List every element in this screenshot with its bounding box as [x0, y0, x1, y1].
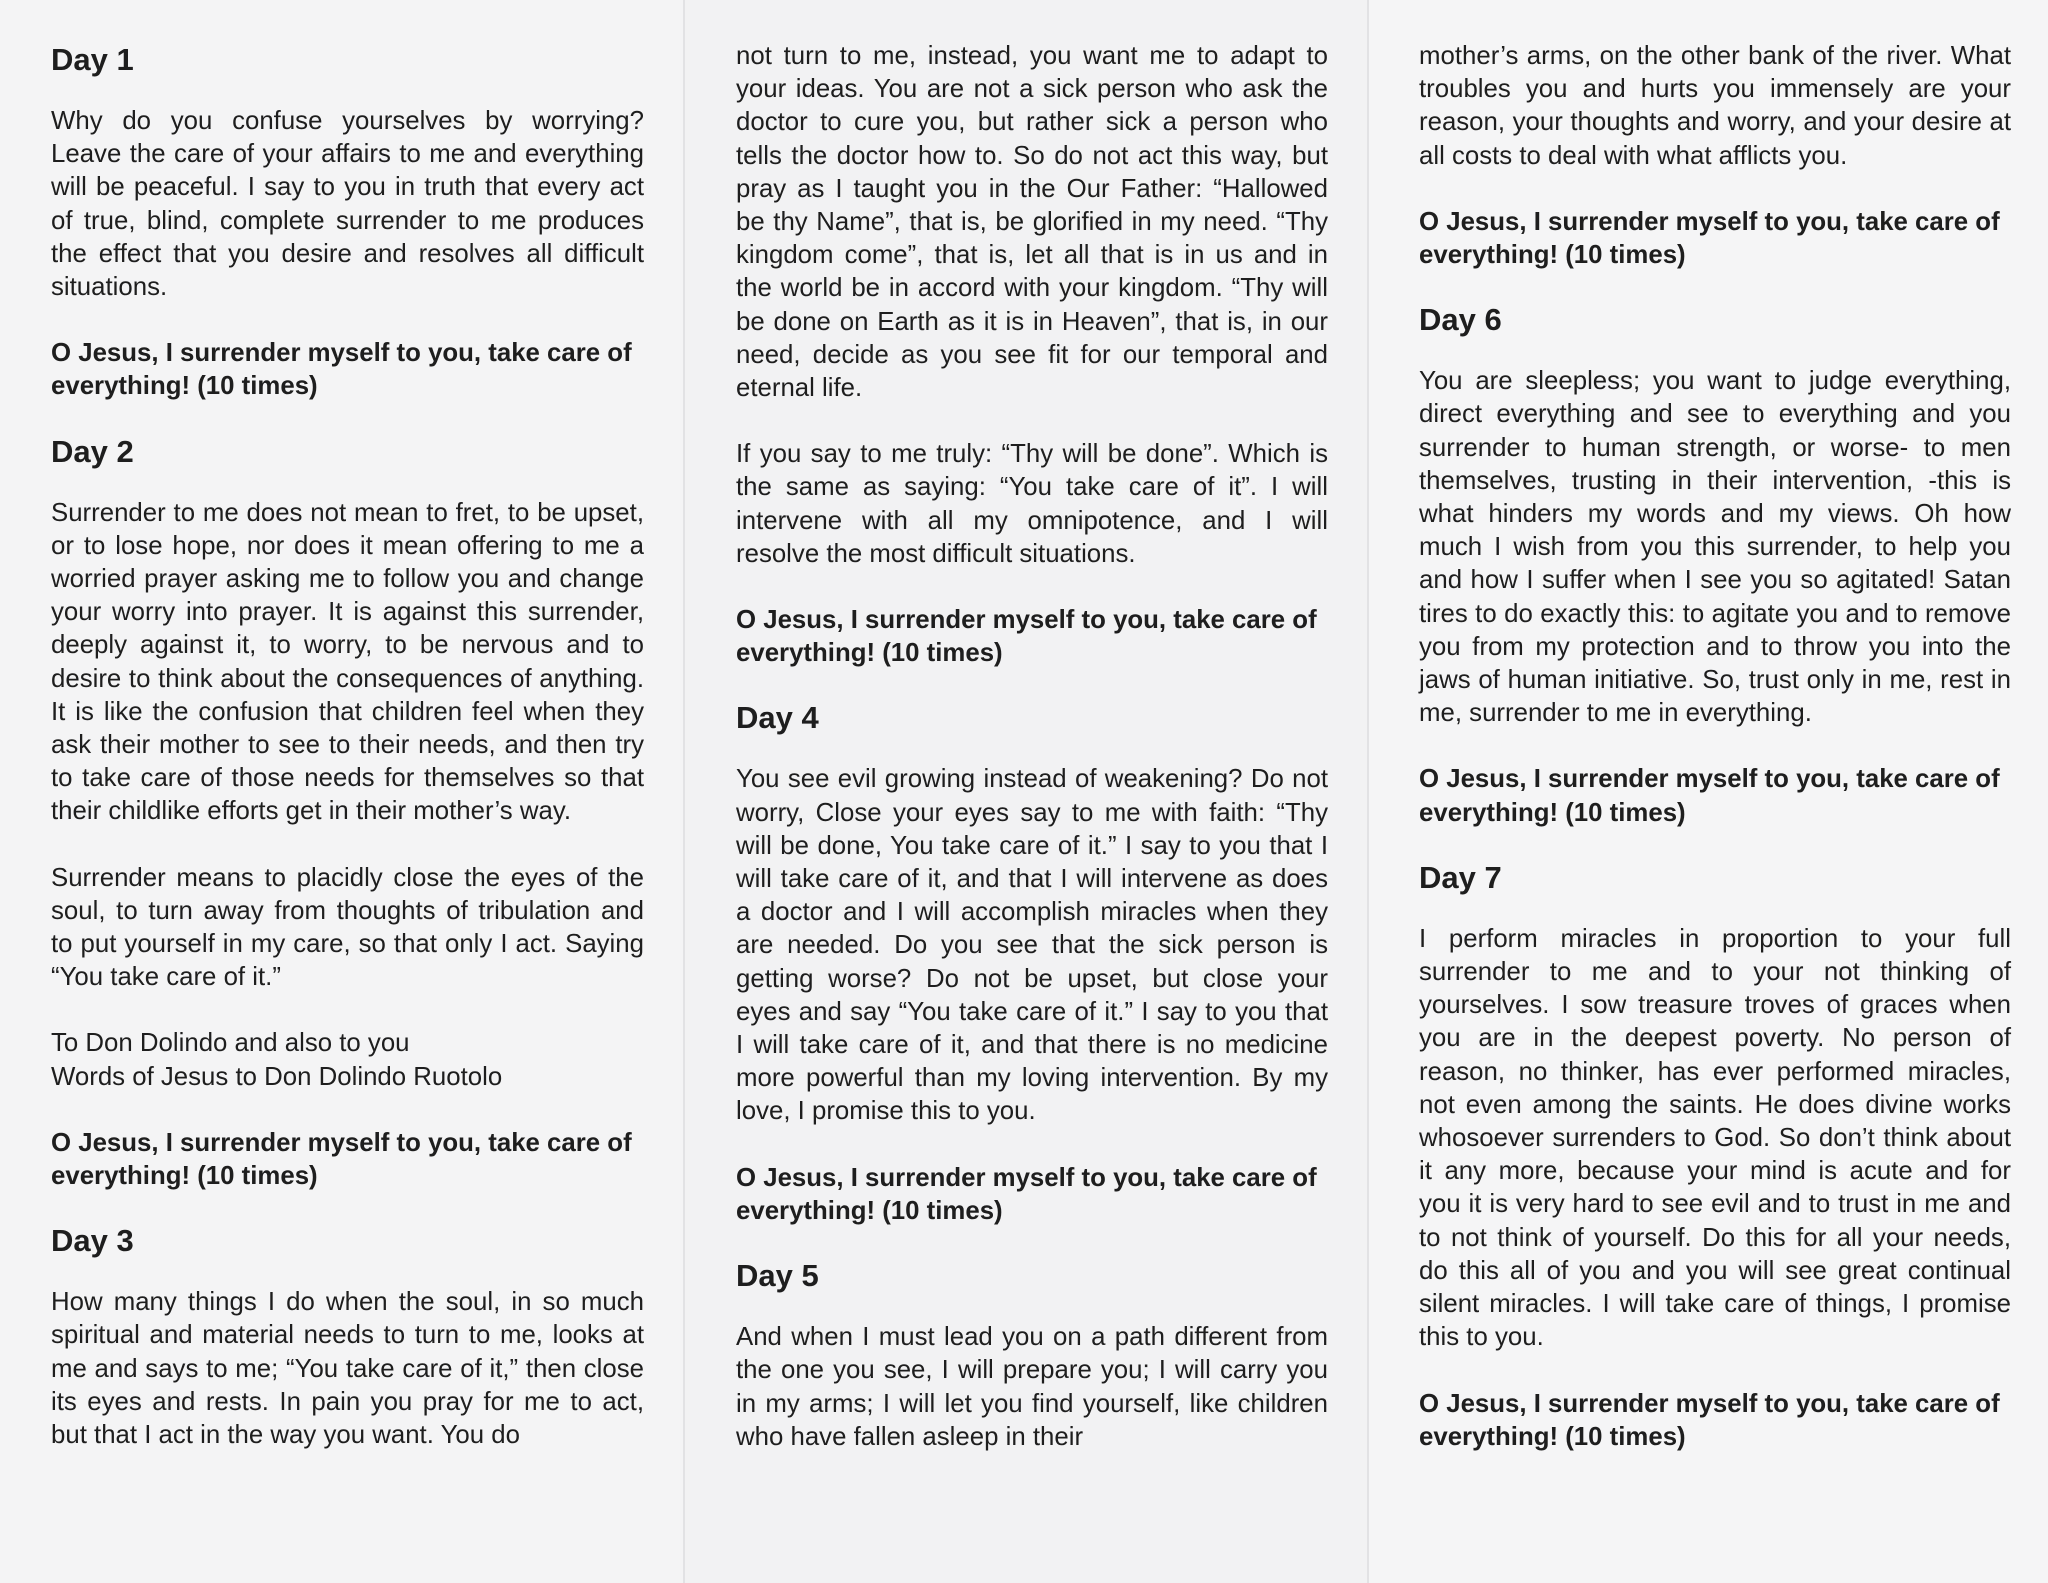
- fold-line: [1367, 0, 1369, 1583]
- prayer-text: O Jesus, I surrender myself to you, take care of everything! (10 times): [51, 1128, 632, 1191]
- fold-line: [683, 0, 685, 1583]
- day-5-text: And when I must lead you on a path different from the one you see, I will prepare you; I will carry you in my arms; I will let you find yourself, like children who have fallen asleep in their: [736, 1323, 1328, 1451]
- day-3-heading: Day 3: [51, 1223, 134, 1259]
- day-5-heading: Day 5: [736, 1258, 819, 1294]
- day-2-heading: Day 2: [51, 433, 134, 469]
- day-3-text: How many things I do when the soul, in so much spiritual and material needs to turn to me, looks at me and says to me; “You take care of it,” then close its eyes and rests. In pain you pray for me to act, but that I act in the way you want. You do: [51, 1288, 644, 1450]
- attribution-line-2: Words of Jesus to Don Dolindo Ruotolo: [51, 1062, 503, 1091]
- day-5-text-continued: mother’s arms, on the other bank of the river. What troubles you and hurts you immensely are your reason, your thoughts and worry, and your desire at all costs to deal with what afflicts you.: [1419, 42, 2011, 170]
- day-2-attribution: [51, 1027, 644, 1093]
- column-right: [1419, 40, 2011, 1482]
- day-4-heading: Day 4: [736, 700, 819, 736]
- day-1-text: Why do you confuse yourselves by worrying? Leave the care of your affairs to me and everything will be peaceful. I say to you in truth that every act of true, blind, complete surrender to me produces the effect that you desire and resolves all difficult situations.: [51, 107, 644, 302]
- day-7-text: I perform miracles in proportion to your full surrender to me and to your not thinking of yourselves. I sow treasure troves of graces when you are in the deepest poverty. No person of reason, no thinker, has ever performed miracles, not even among the saints. He does divine works whosoever surrenders to God. So don’t think about it any more, because your mind is acute and for you it is very hard to see evil and to trust in me and to not think of yourself. Do this for all your needs, do this all of you and you will see great continual silent miracles. I will take care of things, I promise this to you.: [1419, 924, 2011, 1352]
- prayer-text: O Jesus, I surrender myself to you, take care of everything! (10 times): [1419, 1389, 2000, 1451]
- attribution-line-1: To Don Dolindo and also to you: [51, 1029, 410, 1058]
- prayer-text: O Jesus, I surrender myself to you, take care of everything! (10 times): [736, 606, 1317, 668]
- prayer-text: O Jesus, I surrender myself to you, take care of everything! (10 times): [736, 1163, 1317, 1225]
- day-1-heading: Day 1: [51, 42, 134, 77]
- day-2-text: Surrender to me does not mean to fret, to be upset, or to lose hope, nor does it mean offering to me a worried prayer asking me to follow you and change your worry into prayer. It is against this surrender, deeply against it, to worry, to be nervous and to desire to think about the consequences of anything. It is like the confusion that children feel when they ask their mother to see to their needs, and then try to take care of those needs for themselves so that their childlike efforts get in their mother’s way.: [51, 498, 644, 826]
- column-left: [51, 40, 644, 1485]
- prayer-text: O Jesus, I surrender myself to you, take care of everything! (10 times): [1419, 765, 2000, 827]
- day-3-text-continued: not turn to me, instead, you want me to adapt to your ideas. You are not a sick person who ask the doctor to cure you, but rather sick a person who tells the doctor how to. So do not act this way, but pray as I taught you in the Our Father: “Hallowed be thy Name”, that is, be glorified in my need. “Thy kingdom come”, that is, let all that is in us and in the world be in accord with your kingdom. “Thy will be done on Earth as it is in Heaven”, that is, in our need, decide as you see fit for our temporal and eternal life.: [736, 42, 1328, 403]
- column-middle: [736, 40, 1328, 1487]
- day-6-heading: Day 6: [1419, 302, 1502, 338]
- day-2-text-2: Surrender means to placidly close the eyes of the soul, to turn away from thoughts of tribulation and to put yourself in my care, so that only I act. Saying “You take care of it.”: [51, 863, 644, 992]
- day-6-text: You are sleepless; you want to judge everything, direct everything and see to everything and you surrender to human strength, or worse- to men themselves, trusting in their intervention, -this is what hinders my words and my views. Oh how much I wish from you this surrender, to help you and how I suffer when I see you so agitated! Satan tires to do exactly this: to agitate you and to remove you from my protection and to throw you into the jaws of human initiative. So, trust only in me, rest in me, surrender to me in everything.: [1419, 367, 2011, 728]
- day-7-heading: Day 7: [1419, 859, 1502, 895]
- prayer-text: O Jesus, I surrender myself to you, take care of everything! (10 times): [1419, 207, 2000, 270]
- prayer-text: O Jesus, I surrender myself to you, take care of everything! (10 times): [51, 339, 632, 401]
- day-3-text-2: If you say to me truly: “Thy will be done”. Which is the same as saying: “You take care of it”. I will intervene with all my omnipotence, and I will resolve the most difficult situations.: [736, 440, 1328, 568]
- day-4-text: You see evil growing instead of weakening? Do not worry, Close your eyes say to me with faith: “Thy will be done, You take care of it.” I say to you that I will take care of it, and that I will intervene as does a doctor and I will accomplish miracles when they are needed. Do you see that the sick person is getting worse? Do not be upset, but close your eyes and say “You take care of it.” I say to you that I will take care of it, and that there is no medicine more powerful than my loving intervention. By my love, I promise this to you.: [736, 765, 1328, 1126]
